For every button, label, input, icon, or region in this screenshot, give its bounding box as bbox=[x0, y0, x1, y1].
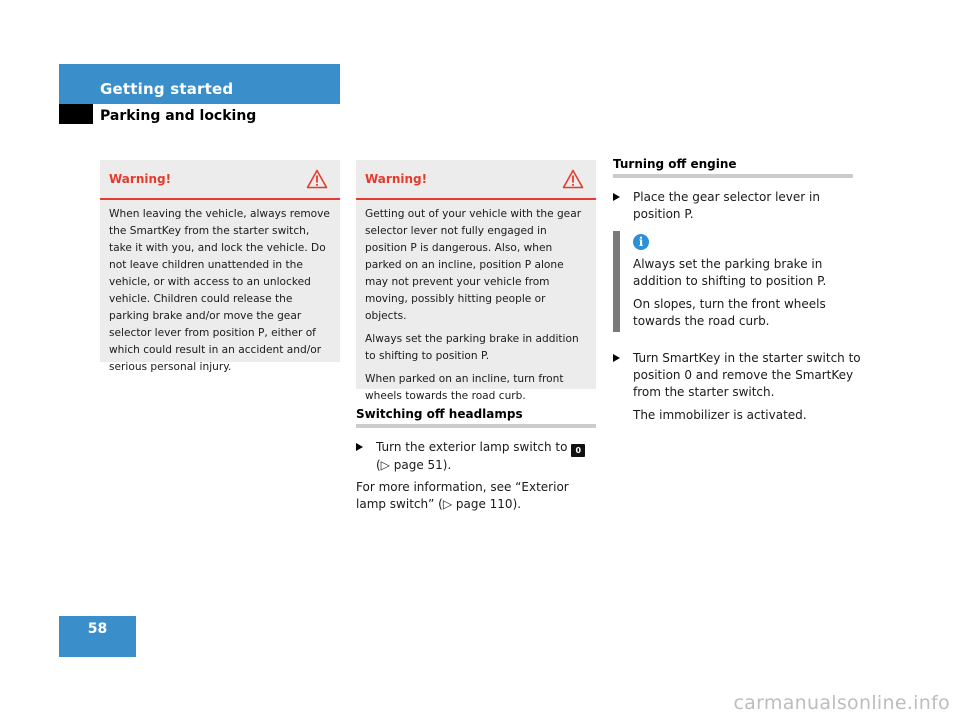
step-text: Place the gear selector lever in position P. bbox=[633, 190, 820, 221]
engine-step-2 bbox=[613, 350, 861, 402]
headlamps-section-title: Switching off headlamps bbox=[356, 407, 523, 421]
headlamps-step bbox=[356, 439, 596, 475]
step-text: Turn SmartKey in the starter switch to position 0 and remove the SmartKey from the starter switch. bbox=[633, 351, 861, 399]
page-number: 58 bbox=[87, 621, 108, 637]
page-reference: (▷ page 51). bbox=[376, 458, 452, 472]
warning-paragraph: Always set the parking brake in addition to shifting to position P. bbox=[365, 333, 579, 362]
warning-box-left bbox=[100, 160, 340, 373]
lamp-switch-zero-icon: 0 bbox=[571, 444, 585, 457]
warning-paragraph: When parked on an incline, turn front wheels towards the road curb. bbox=[365, 373, 564, 402]
warning-label: Warning! bbox=[365, 172, 428, 186]
step-text-prefix: Turn the exterior lamp switch to bbox=[376, 440, 568, 454]
bullet-arrow-icon bbox=[613, 193, 620, 201]
warning-label: Warning! bbox=[109, 172, 172, 186]
warning-header bbox=[100, 160, 340, 200]
engine-section-title: Turning off engine bbox=[613, 157, 737, 171]
info-note-text: On slopes, turn the front wheels towards the road curb. bbox=[633, 297, 826, 328]
bullet-arrow-icon bbox=[613, 354, 620, 362]
warning-text bbox=[109, 206, 332, 382]
section-rule bbox=[356, 424, 596, 428]
watermark: carmanualsonline.info bbox=[733, 692, 950, 714]
warning-triangle-icon bbox=[306, 169, 328, 189]
warning-paragraph: When leaving the vehicle, always remove the SmartKey from the starter switch, take it with you, and lock the vehicle. Do not leave children unattended in the vehicle, or with access to an unlocked vehicle. Children could release the parking brake and/or move the gear selector lever from position P, either of which could result in an accident and/or serious personal injury. bbox=[109, 208, 330, 373]
engine-result: The immobilizer is activated. bbox=[633, 408, 807, 422]
chapter-title: Getting started bbox=[100, 80, 234, 98]
warning-paragraph: Getting out of your vehicle with the gear selector lever not fully engaged in position P is dangerous. Also, when parked on an incline, position P alone may not prevent your vehicle from moving, possibly hitting people or objects. bbox=[365, 208, 582, 322]
warning-box-middle bbox=[356, 160, 596, 402]
engine-step-1 bbox=[613, 189, 853, 225]
info-icon: i bbox=[633, 234, 649, 250]
warning-triangle-icon bbox=[562, 169, 584, 189]
section-title: Parking and locking bbox=[100, 108, 257, 124]
bullet-arrow-icon bbox=[356, 443, 363, 451]
section-marker bbox=[59, 104, 93, 124]
info-note-text: Always set the parking brake in addition to shifting to position P. bbox=[633, 257, 827, 288]
warning-text bbox=[365, 206, 588, 411]
step-text bbox=[376, 439, 606, 474]
headlamps-more-info: For more information, see “Exterior lamp switch” (▷ page 110). bbox=[356, 480, 569, 511]
warning-header bbox=[356, 160, 596, 200]
info-note-bar bbox=[613, 231, 620, 332]
section-rule bbox=[613, 174, 853, 178]
